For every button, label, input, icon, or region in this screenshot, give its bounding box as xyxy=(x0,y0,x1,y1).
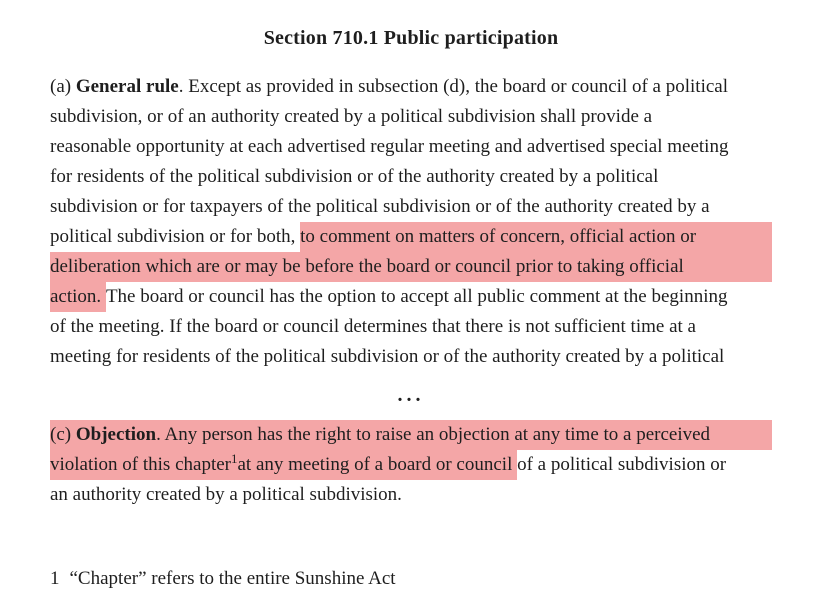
highlighted-segment: to comment on matters of concern, official action or xyxy=(300,222,772,252)
text-segment: subdivision or for taxpayers of the political subdivision or of the authority created by a xyxy=(50,196,710,217)
text-line xyxy=(50,162,772,192)
text-line xyxy=(50,102,772,132)
text-segment: an authority created by a political subdivision. xyxy=(50,484,402,505)
paragraph-c xyxy=(50,420,772,510)
footnote-marker: 1 xyxy=(50,568,60,589)
bold-heading-general-rule: General rule xyxy=(75,76,179,97)
text-line xyxy=(50,132,772,162)
text-segment: meeting for residents of the political subdivision or of the authority created by a political xyxy=(50,346,725,367)
footnote-reference-superscript: 1 xyxy=(231,450,238,480)
section-title: Section 710.1 Public participation xyxy=(263,27,559,49)
text-segment: of a political subdivision or xyxy=(517,454,727,475)
highlighted-segment: action. xyxy=(50,282,106,312)
text-line xyxy=(50,312,772,342)
paragraph-a xyxy=(50,72,772,372)
text-segment: subdivision, or of an authority created by a political subdivision shall provide a xyxy=(50,106,653,127)
text-segment: of the meeting. If the board or council determines that there is not sufficient time at a xyxy=(50,316,696,337)
highlighted-segment: violation of this chapter xyxy=(50,450,231,480)
text-segment: political subdivision or for both, xyxy=(50,226,301,247)
highlighted-segment: . Any person has the right to raise an objection at any time to a perceived xyxy=(156,420,772,450)
highlighted-segment: (c) xyxy=(50,420,76,450)
text-line xyxy=(50,342,772,372)
highlighted-segment: at any meeting of a board or council xyxy=(237,450,517,480)
text-segment: The board or council has the option to accept all public comment at the beginning xyxy=(105,286,728,307)
text-line xyxy=(50,192,772,222)
text-segment: for residents of the political subdivision or of the authority created by a political xyxy=(50,166,659,187)
footnote-text: “Chapter” refers to the entire Sunshine Act xyxy=(69,568,396,589)
text-line xyxy=(50,252,772,282)
text-line xyxy=(50,450,772,480)
text-line xyxy=(50,72,772,102)
text-line xyxy=(50,480,772,510)
footnote xyxy=(50,566,772,592)
text-line xyxy=(50,282,772,312)
bold-heading-objection: Objection xyxy=(76,420,156,450)
text-line xyxy=(50,420,772,450)
text-segment: . Except as provided in subsection (d), the board or council of a political xyxy=(178,76,728,97)
text-segment: reasonable opportunity at each advertised regular meeting and advertised special meeting xyxy=(50,136,729,157)
omission-ellipsis: ... xyxy=(397,384,425,406)
text-segment: (a) xyxy=(50,76,76,97)
highlighted-segment: deliberation which are or may be before the board or council prior to taking official xyxy=(50,252,772,282)
text-line xyxy=(50,222,772,252)
